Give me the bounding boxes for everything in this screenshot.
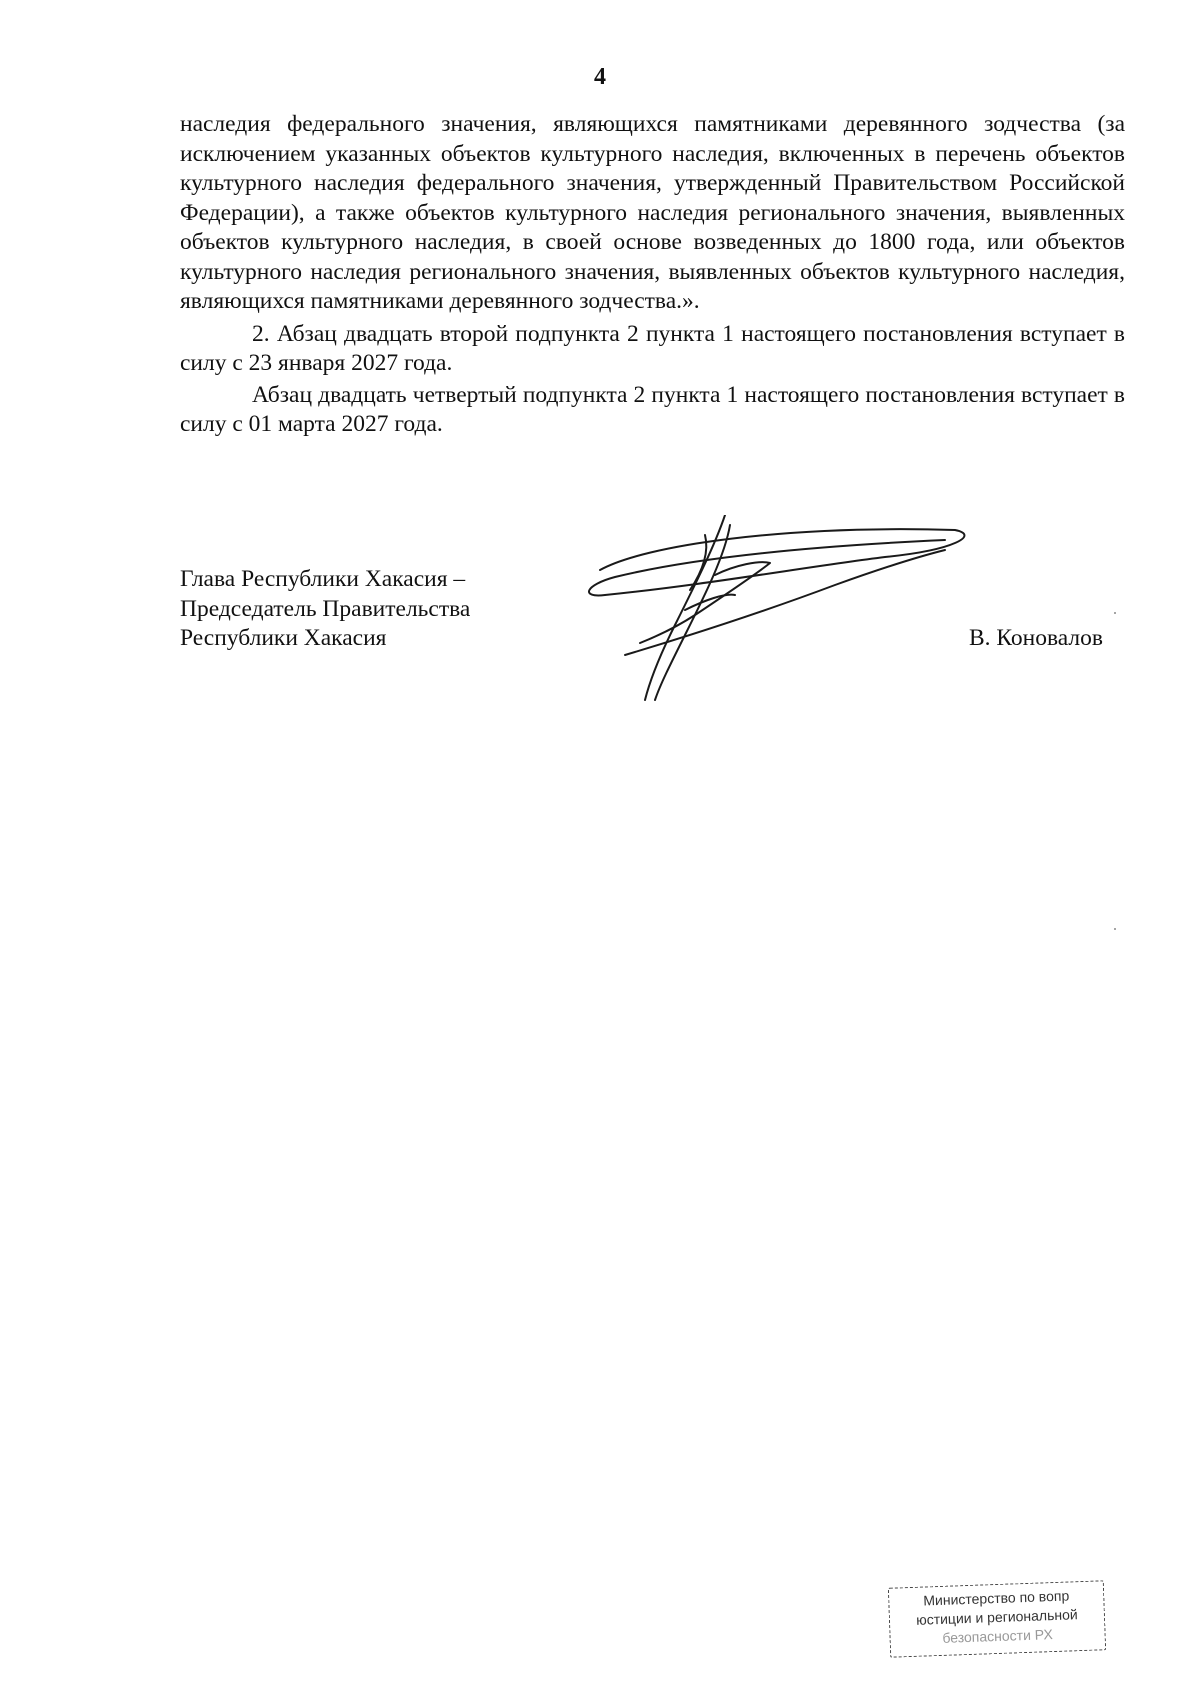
scan-speck xyxy=(1114,612,1116,614)
signatory-title xyxy=(180,565,470,654)
paragraph-clause-2-part-2: Абзац двадцать четвертый подпункта 2 пункта 1 настоящего постановления вступает в силу с 01 марта 2027 года. xyxy=(180,381,1125,437)
signatory-title-line: Председатель Правительства xyxy=(180,595,471,622)
scan-speck xyxy=(1114,928,1116,930)
page-number: 4 xyxy=(594,64,606,90)
document-body xyxy=(180,110,1125,440)
signatory-name: В. Коновалов xyxy=(969,625,1104,651)
signatory-title-line: Глава Республики Хакасия – xyxy=(180,566,466,592)
stamp-line: Министерство по вопр xyxy=(923,1587,1070,1609)
handwritten-signature xyxy=(585,515,985,705)
paragraph-clause-2: 2. Абзац двадцать второй подпункта 2 пункта 1 настоящего постановления вступает в силу с 23 января 2027 года. xyxy=(180,320,1125,376)
paragraph-continuation: наследия федерального значения, являющихся памятниками деревянного зодчества (за исключением указанных объектов культурного наследия, включенных в перечень объектов культурного наследия федерального значения, утвержденный Правительством Российской Федерации), а также объектов культурного наследия регионального значения, выявленных объектов культурного наследия, в своей основе возведенных до 1800 года, или объектов культурного наследия регионального значения, выявленных объектов культурного наследия, являющихся памятниками деревянного зодчества.». xyxy=(180,111,1125,314)
stamp-line: безопасности РХ xyxy=(942,1626,1054,1646)
stamp-line: юстиции и региональной xyxy=(915,1606,1078,1628)
registration-stamp xyxy=(888,1580,1106,1657)
signatory-title-line: Республики Хакасия xyxy=(180,625,387,651)
